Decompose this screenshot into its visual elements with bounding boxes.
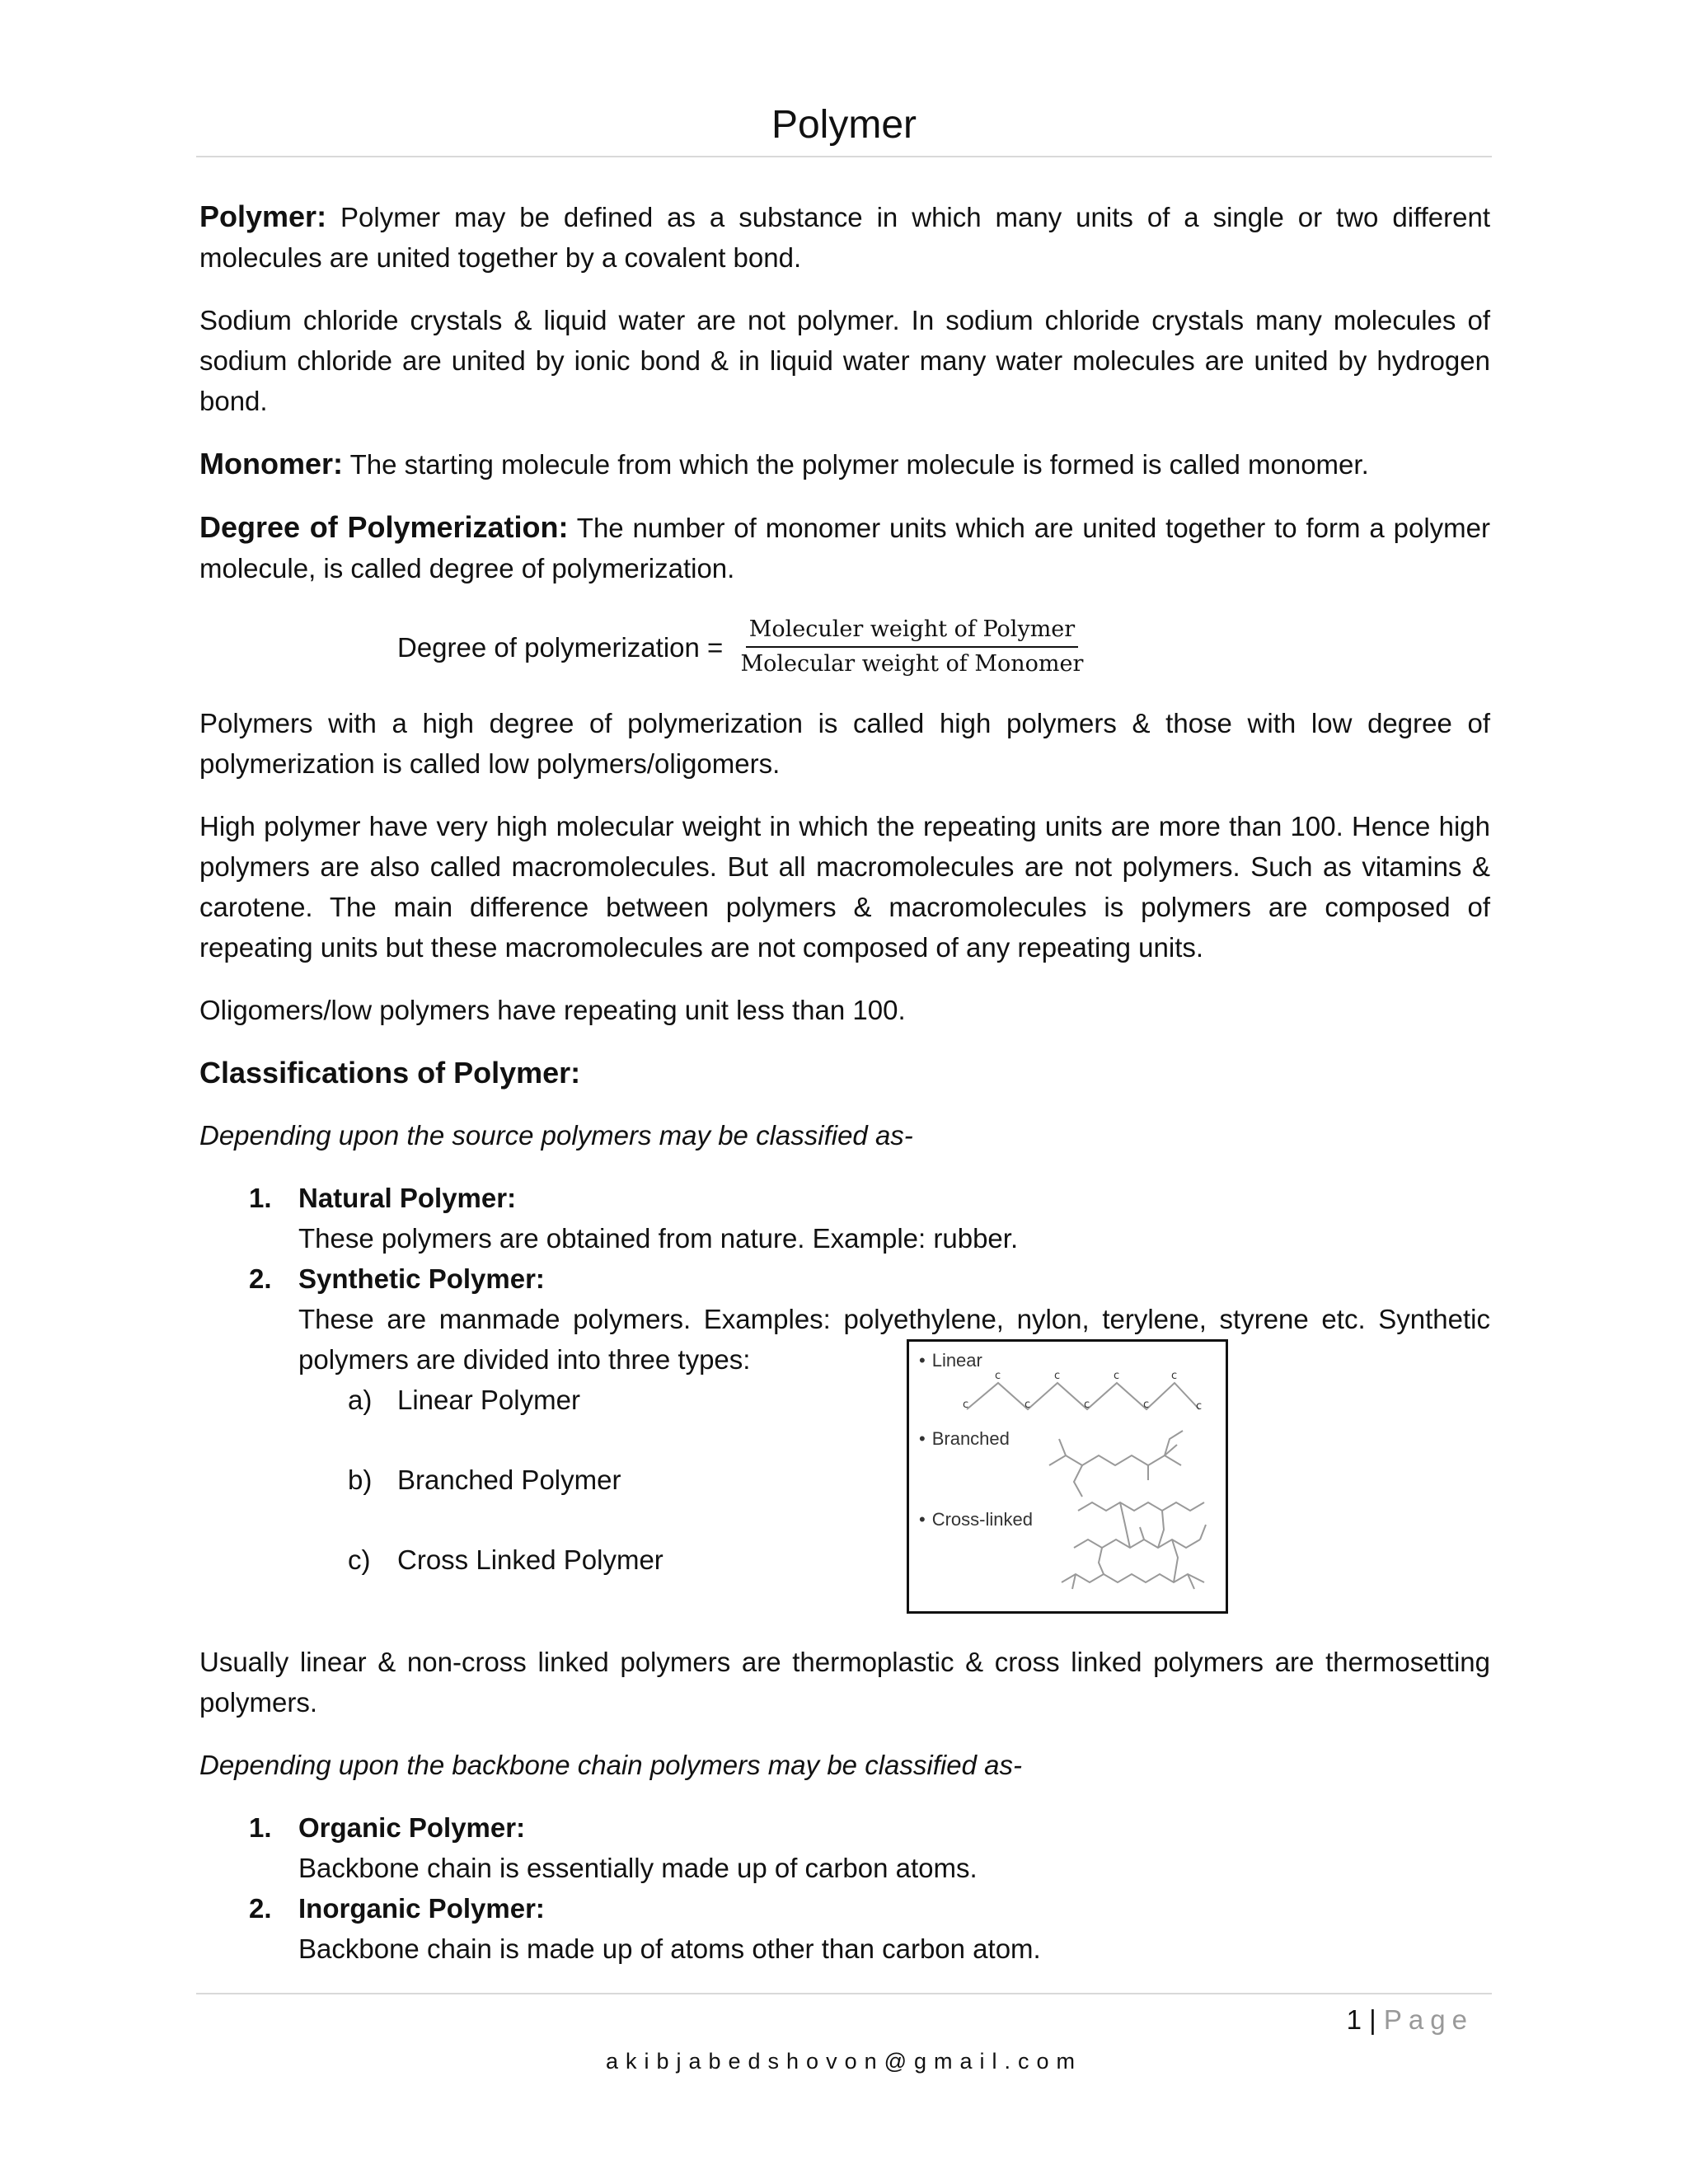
dp-formula: [397, 611, 1490, 683]
document-body: [199, 196, 1490, 1991]
monomer-def-text: The starting molecule from which the polymer molecule is formed is called monomer.: [349, 449, 1369, 480]
list-item-natural: [199, 1178, 1490, 1258]
sub-marker: b): [348, 1465, 373, 1495]
list-number: 2.: [249, 1893, 272, 1924]
sub-item-linear: [298, 1380, 875, 1460]
footer-email: akibjabedshovon@gmail.com: [605, 2049, 1083, 2074]
formula-fraction: [737, 615, 1086, 679]
carbon-atom-label: c: [1114, 1370, 1120, 1382]
bullet-icon: •: [919, 1350, 926, 1371]
sub-label: Cross Linked Polymer: [397, 1544, 663, 1575]
header-rule: [196, 156, 1492, 157]
list-item-title: Inorganic Polymer:: [298, 1893, 545, 1924]
polymer-diagram: [909, 1342, 1226, 1611]
backbone-intro: Depending upon the backbone chain polymers may be classified as-: [199, 1750, 1022, 1780]
sub-item-branched: [298, 1460, 875, 1540]
linear-chain: [967, 1383, 1199, 1409]
list-item-title: Synthetic Polymer:: [298, 1263, 545, 1294]
polymer-definition: [199, 196, 1490, 278]
backbone-list: [199, 1807, 1490, 1969]
polymer-structure-figure: [907, 1339, 1228, 1614]
list-item-text: Backbone chain is essentially made up of carbon atoms.: [298, 1853, 978, 1883]
nacl-paragraph: Sodium chloride crystals & liquid water are not polymer. In sodium chloride crystals many molecules of sodium chloride are united by ionic bond & in liquid water many water molecules are united by hydrogen bond.: [199, 305, 1490, 416]
figure-label-text: Cross-linked: [931, 1509, 1033, 1530]
classification-heading: Classifications of Polymer:: [199, 1056, 581, 1090]
sub-label: Linear Polymer: [397, 1385, 580, 1415]
formula-denominator: Molecular weight of Monomer: [740, 651, 1084, 677]
polymer-term: Polymer:: [199, 199, 327, 233]
sub-item-crosslinked: [298, 1540, 875, 1619]
carbon-atom-label: c: [1084, 1399, 1090, 1411]
high-low-paragraph: Polymers with a high degree of polymerization is called high polymers & those with low degree of polymerization is called low polymers/oligomers.: [199, 708, 1490, 779]
carbon-atom-label: c: [963, 1399, 969, 1411]
source-intro: Depending upon the source polymers may be classified as-: [199, 1120, 913, 1151]
carbon-atom-label: c: [1054, 1370, 1061, 1382]
sub-marker: a): [348, 1385, 373, 1415]
list-item-title: Natural Polymer:: [298, 1183, 517, 1213]
list-item-inorganic: [199, 1888, 1490, 1969]
synthetic-types-list: [298, 1380, 875, 1619]
crosslinked-network: [1062, 1502, 1206, 1589]
monomer-definition: [199, 443, 1490, 485]
bullet-icon: •: [919, 1509, 926, 1530]
list-number: 1.: [249, 1183, 272, 1213]
sub-label: Branched Polymer: [397, 1465, 621, 1495]
carbon-atom-label: c: [995, 1370, 1001, 1382]
macromolecules-paragraph: High polymer have very high molecular weight in which the repeating units are more than 100. Hence high polymers are also called macromolecules. But all macromolecules are not polymers. Such as vitamins & carotene. The main difference between polymers & macromolecules is polymers are composed of repeating units but these macromolecules are not composed of any repeating units.: [199, 811, 1490, 963]
bullet-icon: •: [919, 1428, 926, 1449]
list-item-synthetic: [199, 1258, 1490, 1619]
thermo-note: Usually linear & non-cross linked polymers are thermoplastic & cross linked polymers are thermosetting polymers.: [199, 1647, 1490, 1718]
page-number-value: 1: [1346, 2004, 1362, 2035]
footer-rule: [196, 1993, 1492, 1994]
figure-label-text: Branched: [931, 1428, 1010, 1449]
list-number: 2.: [249, 1263, 272, 1294]
carbon-atom-label: c: [1196, 1400, 1203, 1413]
dp-def-text: The number of monomer units which are united together to form a polymer molecule, is called degree of polymerization.: [199, 513, 1490, 583]
dp-term: Degree of Polymerization:: [199, 510, 569, 544]
figure-label-text: Linear: [931, 1350, 982, 1371]
monomer-term: Monomer:: [199, 447, 343, 480]
branched-chain: [1049, 1431, 1183, 1497]
formula-numerator: Moleculer weight of Polymer: [746, 615, 1079, 648]
formula-label: Degree of polymerization =: [397, 631, 731, 663]
polymer-def-text: Polymer may be defined as a substance in which many units of a single or two different molecules are united together by a covalent bond.: [199, 202, 1490, 273]
list-item-organic: [199, 1807, 1490, 1888]
oligomers-paragraph: Oligomers/low polymers have repeating unit less than 100.: [199, 995, 906, 1025]
sub-marker: c): [348, 1544, 371, 1575]
source-list: [199, 1178, 1490, 1619]
dp-definition: [199, 507, 1490, 588]
page-word: Page: [1383, 2004, 1474, 2035]
list-item-text: Backbone chain is made up of atoms other than carbon atom.: [298, 1933, 1041, 1964]
carbon-atom-label: c: [1025, 1399, 1031, 1411]
carbon-atom-label: c: [1143, 1399, 1150, 1411]
page-title: Polymer: [771, 103, 917, 147]
list-item-text: These polymers are obtained from nature. Example: rubber.: [298, 1223, 1019, 1254]
carbon-atom-label: c: [1171, 1370, 1178, 1382]
list-item-text: These are manmade polymers. Examples: polyethylene, nylon, terylene, styrene etc. Synthetic polymers are divided into three types:: [298, 1304, 1490, 1375]
list-number: 1.: [249, 1812, 272, 1843]
page-number: [1347, 2004, 1474, 2036]
page-separator: |: [1369, 2004, 1376, 2035]
list-item-title: Organic Polymer:: [298, 1812, 526, 1843]
